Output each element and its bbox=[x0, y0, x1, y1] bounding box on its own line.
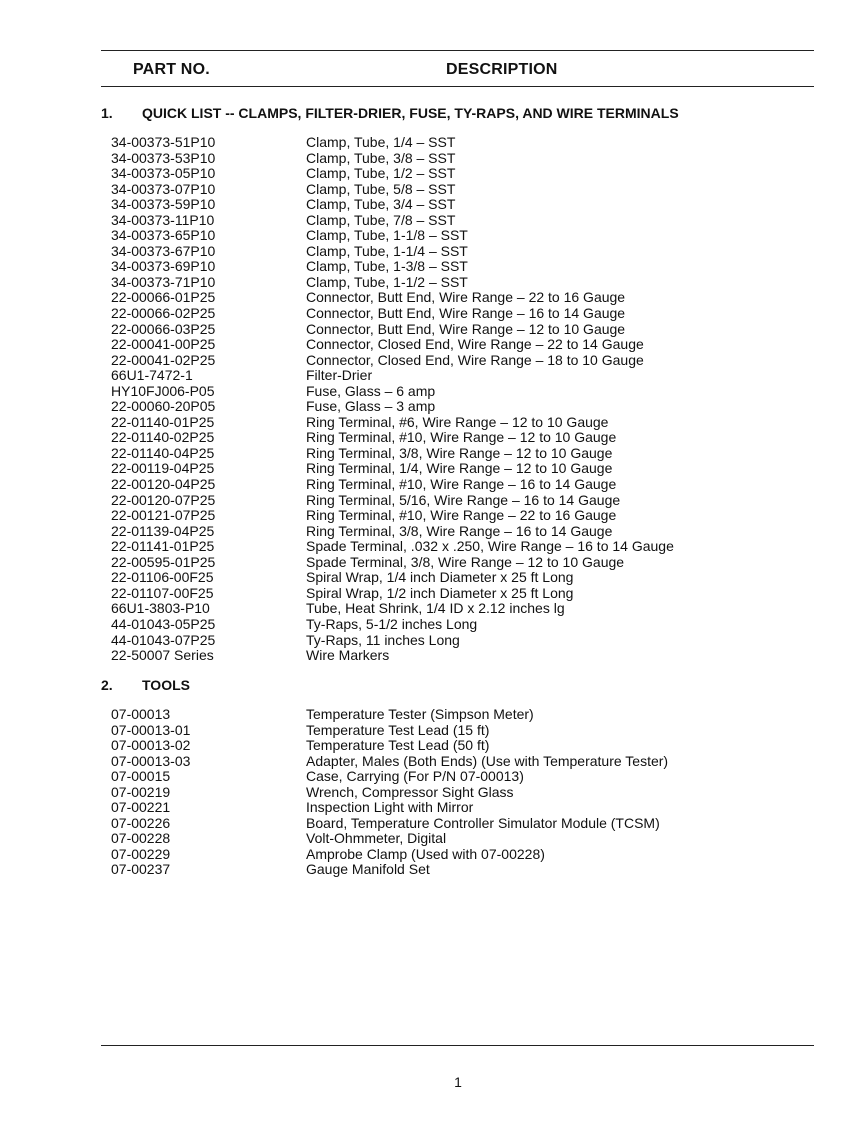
list-item bbox=[111, 322, 674, 338]
part-description: Ring Terminal, 3/8, Wire Range – 16 to 14 Gauge bbox=[306, 522, 613, 539]
part-number: 07-00221 bbox=[111, 799, 171, 816]
part-number: HY10FJ006-P05 bbox=[111, 382, 215, 399]
part-description: Ty-Raps, 5-1/2 inches Long bbox=[306, 615, 478, 632]
part-number: 34-00373-51P10 bbox=[111, 134, 216, 150]
part-description: Spiral Wrap, 1/2 inch Diameter x 25 ft Long bbox=[306, 584, 574, 601]
part-description: Board, Temperature Controller Simulator Module (TCSM) bbox=[306, 814, 660, 831]
list-item bbox=[111, 707, 668, 723]
list-item bbox=[111, 555, 674, 571]
list-item bbox=[111, 524, 674, 540]
part-description: Clamp, Tube, 1/4 – SST bbox=[306, 134, 456, 150]
list-item bbox=[111, 539, 674, 555]
section-title-text: TOOLS bbox=[142, 677, 190, 693]
list-item bbox=[111, 337, 674, 353]
list-item bbox=[111, 275, 674, 291]
part-number: 44-01043-07P25 bbox=[111, 631, 216, 648]
list-item bbox=[111, 228, 674, 244]
part-number: 34-00373-59P10 bbox=[111, 196, 216, 213]
list-item bbox=[111, 800, 668, 816]
section-number: 2. bbox=[101, 677, 113, 693]
part-number: 22-01106-00F25 bbox=[111, 569, 214, 586]
part-description: Clamp, Tube, 1-1/2 – SST bbox=[306, 273, 468, 290]
list-item bbox=[111, 723, 668, 739]
part-number: 22-00595-01P25 bbox=[111, 553, 216, 570]
part-description: Amprobe Clamp (Used with 07-00228) bbox=[306, 845, 545, 862]
part-number: 07-00228 bbox=[111, 830, 171, 847]
part-number: 22-00041-02P25 bbox=[111, 351, 216, 368]
page-number: 1 bbox=[454, 1074, 462, 1090]
list-item bbox=[111, 353, 674, 369]
list-item bbox=[111, 446, 674, 462]
list-item bbox=[111, 384, 674, 400]
quick-list-table bbox=[111, 135, 674, 664]
tools-table bbox=[111, 707, 668, 878]
part-description: Clamp, Tube, 3/8 – SST bbox=[306, 149, 456, 166]
part-description: Volt-Ohmmeter, Digital bbox=[306, 830, 447, 847]
part-description: Connector, Butt End, Wire Range – 12 to 10 Gauge bbox=[306, 320, 626, 337]
list-item bbox=[111, 633, 674, 649]
part-description: Fuse, Glass – 3 amp bbox=[306, 398, 436, 415]
part-description: Clamp, Tube, 1-1/8 – SST bbox=[306, 227, 468, 244]
part-description: Tube, Heat Shrink, 1/4 ID x 2.12 inches lg bbox=[306, 600, 565, 617]
part-number: 22-01140-02P25 bbox=[111, 429, 215, 446]
list-item bbox=[111, 570, 674, 586]
part-number: 22-00060-20P05 bbox=[111, 398, 216, 415]
part-description: Ring Terminal, #10, Wire Range – 22 to 16 Gauge bbox=[306, 507, 617, 524]
part-number: 22-00121-07P25 bbox=[111, 507, 216, 524]
part-description: Clamp, Tube, 5/8 – SST bbox=[306, 180, 456, 197]
part-number: 34-00373-53P10 bbox=[111, 149, 216, 166]
part-description: Spade Terminal, .032 x .250, Wire Range – 16 to 14 Gauge bbox=[306, 538, 674, 555]
part-description: Connector, Closed End, Wire Range – 22 to 14 Gauge bbox=[306, 336, 644, 353]
list-item bbox=[111, 166, 674, 182]
part-number: 07-00013-03 bbox=[111, 752, 191, 769]
list-item bbox=[111, 862, 668, 878]
section-title-quick-list bbox=[101, 105, 679, 121]
list-item bbox=[111, 477, 674, 493]
part-number: 07-00226 bbox=[111, 814, 171, 831]
part-number: 34-00373-69P10 bbox=[111, 258, 216, 275]
list-item bbox=[111, 182, 674, 198]
part-description: Wrench, Compressor Sight Glass bbox=[306, 783, 514, 800]
list-item bbox=[111, 197, 674, 213]
list-item bbox=[111, 399, 674, 415]
list-item bbox=[111, 430, 674, 446]
part-description: Ring Terminal, #10, Wire Range – 12 to 10 Gauge bbox=[306, 429, 617, 446]
part-number: 44-01043-05P25 bbox=[111, 615, 216, 632]
list-item bbox=[111, 135, 674, 151]
part-number: 34-00373-65P10 bbox=[111, 227, 216, 244]
part-description: Connector, Butt End, Wire Range – 16 to 14 Gauge bbox=[306, 305, 626, 322]
part-description: Adapter, Males (Both Ends) (Use with Temperature Tester) bbox=[306, 752, 669, 769]
part-number: 07-00013-02 bbox=[111, 737, 191, 754]
part-number: 22-01140-01P25 bbox=[111, 413, 215, 430]
part-number: 22-00066-02P25 bbox=[111, 305, 216, 322]
list-item bbox=[111, 586, 674, 602]
section-number: 1. bbox=[101, 105, 113, 121]
list-item bbox=[111, 244, 674, 260]
part-description: Temperature Tester (Simpson Meter) bbox=[306, 706, 534, 722]
part-description: Ty-Raps, 11 inches Long bbox=[306, 631, 460, 648]
part-description: Connector, Closed End, Wire Range – 18 to 10 Gauge bbox=[306, 351, 644, 368]
part-number: 22-01107-00F25 bbox=[111, 584, 214, 601]
part-description: Temperature Test Lead (15 ft) bbox=[306, 721, 490, 738]
part-description: Filter-Drier bbox=[306, 367, 373, 384]
description-header: DESCRIPTION bbox=[446, 61, 558, 78]
part-description: Case, Carrying (For P/N 07-00013) bbox=[306, 768, 524, 785]
part-number: 07-00013-01 bbox=[111, 721, 191, 738]
part-description: Ring Terminal, #6, Wire Range – 12 to 10 Gauge bbox=[306, 413, 609, 430]
part-number: 34-00373-07P10 bbox=[111, 180, 216, 197]
part-number: 07-00219 bbox=[111, 783, 171, 800]
part-description: Ring Terminal, 5/16, Wire Range – 16 to 14 Gauge bbox=[306, 491, 621, 508]
part-description: Ring Terminal, #10, Wire Range – 16 to 14 Gauge bbox=[306, 476, 617, 493]
top-rule bbox=[101, 50, 814, 51]
part-description: Gauge Manifold Set bbox=[306, 861, 430, 878]
list-item bbox=[111, 738, 668, 754]
part-number: 07-00015 bbox=[111, 768, 171, 785]
part-description: Temperature Test Lead (50 ft) bbox=[306, 737, 490, 754]
part-number: 22-01141-01P25 bbox=[111, 538, 215, 555]
part-description: Spiral Wrap, 1/4 inch Diameter x 25 ft Long bbox=[306, 569, 574, 586]
part-no-header: PART NO. bbox=[133, 61, 210, 78]
part-description: Ring Terminal, 3/8, Wire Range – 12 to 10 Gauge bbox=[306, 444, 613, 461]
footer-rule bbox=[101, 1045, 814, 1046]
list-item bbox=[111, 461, 674, 477]
part-number: 22-00119-04P25 bbox=[111, 460, 215, 477]
part-number: 66U1-3803-P10 bbox=[111, 600, 210, 617]
part-number: 34-00373-05P10 bbox=[111, 165, 216, 182]
part-number: 22-50007 Series bbox=[111, 647, 214, 664]
section-title-text: QUICK LIST -- CLAMPS, FILTER-DRIER, FUSE, TY-RAPS, AND WIRE TERMINALS bbox=[142, 105, 679, 121]
list-item bbox=[111, 785, 668, 801]
part-number: 22-00041-00P25 bbox=[111, 336, 216, 353]
part-number: 66U1-7472-1 bbox=[111, 367, 193, 384]
part-description: Fuse, Glass – 6 amp bbox=[306, 382, 436, 399]
part-description: Clamp, Tube, 3/4 – SST bbox=[306, 196, 456, 213]
part-number: 22-00066-03P25 bbox=[111, 320, 216, 337]
list-item bbox=[111, 847, 668, 863]
header-rule bbox=[101, 86, 814, 87]
list-item bbox=[111, 648, 674, 664]
part-description: Clamp, Tube, 1/2 – SST bbox=[306, 165, 456, 182]
part-number: 07-00237 bbox=[111, 861, 171, 878]
part-description: Inspection Light with Mirror bbox=[306, 799, 474, 816]
part-description: Ring Terminal, 1/4, Wire Range – 12 to 10 Gauge bbox=[306, 460, 613, 477]
part-number: 22-00066-01P25 bbox=[111, 289, 216, 306]
list-item bbox=[111, 617, 674, 633]
list-item bbox=[111, 831, 668, 847]
part-description: Spade Terminal, 3/8, Wire Range – 12 to 10 Gauge bbox=[306, 553, 625, 570]
part-number: 34-00373-71P10 bbox=[111, 273, 216, 290]
part-number: 07-00229 bbox=[111, 845, 171, 862]
part-description: Clamp, Tube, 1-1/4 – SST bbox=[306, 242, 468, 259]
list-item bbox=[111, 151, 674, 167]
part-number: 34-00373-11P10 bbox=[111, 211, 215, 228]
part-description: Connector, Butt End, Wire Range – 22 to 16 Gauge bbox=[306, 289, 626, 306]
list-item bbox=[111, 415, 674, 431]
list-item bbox=[111, 754, 668, 770]
list-item bbox=[111, 368, 674, 384]
part-description: Wire Markers bbox=[306, 647, 390, 664]
part-description: Clamp, Tube, 1-3/8 – SST bbox=[306, 258, 468, 275]
list-item bbox=[111, 290, 674, 306]
part-number: 22-00120-04P25 bbox=[111, 476, 216, 493]
list-item bbox=[111, 601, 674, 617]
part-number: 07-00013 bbox=[111, 706, 171, 722]
list-item bbox=[111, 213, 674, 229]
list-item bbox=[111, 493, 674, 509]
part-number: 22-01140-04P25 bbox=[111, 444, 215, 461]
part-description: Clamp, Tube, 7/8 – SST bbox=[306, 211, 456, 228]
list-item bbox=[111, 259, 674, 275]
list-item bbox=[111, 508, 674, 524]
part-number: 22-00120-07P25 bbox=[111, 491, 216, 508]
section-title-tools bbox=[101, 677, 190, 693]
list-item bbox=[111, 816, 668, 832]
list-item bbox=[111, 769, 668, 785]
list-item bbox=[111, 306, 674, 322]
part-number: 34-00373-67P10 bbox=[111, 242, 216, 259]
part-number: 22-01139-04P25 bbox=[111, 522, 215, 539]
